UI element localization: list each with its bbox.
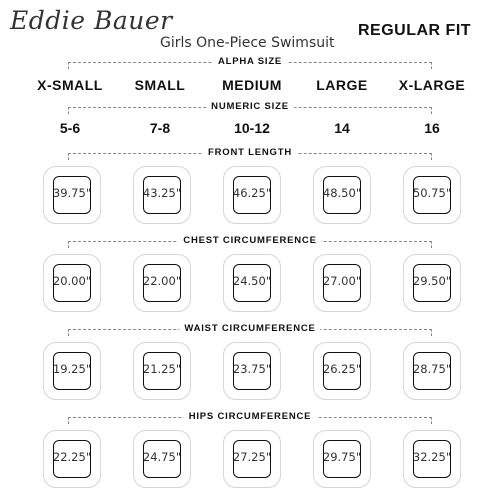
measurement-box: [313, 166, 371, 224]
measurement-box: [43, 166, 101, 224]
fit-label: REGULAR FIT: [358, 22, 472, 39]
measurement-box: [223, 430, 281, 488]
measurement-value: 43.25": [142, 186, 182, 200]
measurement-box: [313, 430, 371, 488]
measurement-box: [403, 342, 461, 400]
alpha-size-cell: X-LARGE: [398, 77, 466, 93]
measurement-box: [43, 430, 101, 488]
measurement-box: [43, 254, 101, 312]
measurement-box: [313, 342, 371, 400]
measurement-value: 26.25": [322, 362, 362, 376]
front-length-label: FRONT LENGTH: [203, 147, 297, 158]
numeric-size-label: NUMERIC SIZE: [206, 101, 294, 112]
chest-label: CHEST CIRCUMFERENCE: [178, 235, 321, 246]
measurement-value: 50.75": [412, 186, 452, 200]
measurement-value: 39.75": [52, 186, 92, 200]
measurement-box: [133, 430, 191, 488]
measurement-value: 21.25": [142, 362, 182, 376]
measurement-box: [133, 342, 191, 400]
measurement-value: 24.50": [232, 274, 272, 288]
measurement-box: [133, 254, 191, 312]
measurement-value: 20.00": [52, 274, 92, 288]
hips-label: HIPS CIRCUMFERENCE: [184, 411, 317, 422]
measurement-value: 32.25": [412, 450, 452, 464]
hips-row: [0, 430, 500, 490]
waist-label: WAIST CIRCUMFERENCE: [179, 323, 320, 334]
measurement-value: 24.75": [142, 450, 182, 464]
chest-row: [0, 254, 500, 314]
alpha-size-cell: MEDIUM: [222, 77, 282, 93]
measurement-value: 23.75": [232, 362, 272, 376]
hips-header: [68, 413, 432, 423]
measurement-value: 46.25": [232, 186, 272, 200]
measurement-box: [223, 166, 281, 224]
front-length-header: [68, 149, 432, 159]
measurement-box: [43, 342, 101, 400]
numeric-size-cell: 16: [424, 120, 440, 136]
numeric-size-cell: 5-6: [59, 120, 81, 136]
measurement-box: [223, 254, 281, 312]
numeric-size-header: [68, 103, 432, 113]
measurement-box: [403, 430, 461, 488]
measurement-value: 29.75": [322, 450, 362, 464]
front-length-row: [0, 166, 500, 226]
measurement-box: [133, 166, 191, 224]
alpha-size-label: ALPHA SIZE: [213, 56, 287, 67]
numeric-size-cell: 14: [334, 120, 350, 136]
product-title: Girls One-Piece Swimsuit: [160, 35, 335, 51]
measurement-value: 22.25": [52, 450, 92, 464]
numeric-size-cell: 10-12: [234, 120, 270, 136]
alpha-size-cell: SMALL: [134, 77, 186, 93]
measurement-value: 19.25": [52, 362, 92, 376]
alpha-size-cell: LARGE: [316, 77, 368, 93]
brand-logo: Eddie Bauer: [10, 6, 173, 35]
measurement-box: [403, 254, 461, 312]
measurement-value: 28.75": [412, 362, 452, 376]
measurement-box: [403, 166, 461, 224]
measurement-box: [313, 254, 371, 312]
measurement-value: 27.00": [322, 274, 362, 288]
waist-row: [0, 342, 500, 402]
chest-header: [68, 237, 432, 247]
alpha-size-header: [68, 58, 432, 68]
measurement-value: 29.50": [412, 274, 452, 288]
measurement-box: [223, 342, 281, 400]
measurement-value: 48.50": [322, 186, 362, 200]
numeric-size-cell: 7-8: [149, 120, 171, 136]
measurement-value: 27.25": [232, 450, 272, 464]
measurement-value: 22.00": [142, 274, 182, 288]
waist-header: [68, 325, 432, 335]
alpha-size-cell: X-SMALL: [37, 77, 103, 93]
